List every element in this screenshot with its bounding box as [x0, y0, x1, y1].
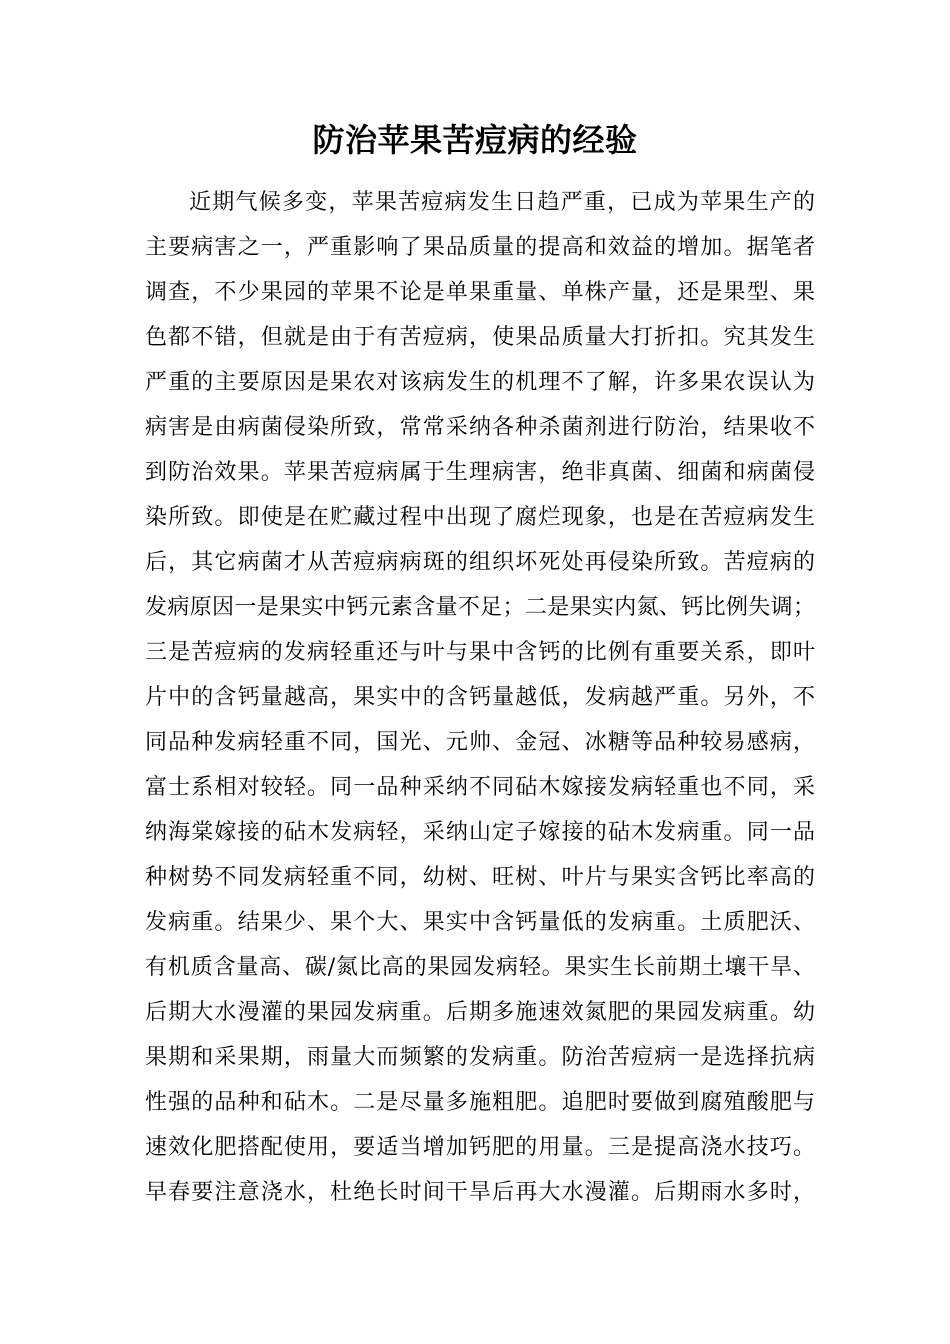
text-line: 主要病害之一，严重影响了果品质量的提高和效益的增加。据笔者 — [145, 235, 815, 260]
text-line: 速效化肥搭配使用，要适当增加钙肥的用量。三是提高浇水技巧。 — [145, 1135, 815, 1160]
text-line: 染所致。即使是在贮藏过程中出现了腐烂现象，也是在苦痘病发生 — [145, 505, 815, 530]
text-line: 严重的主要原因是果农对该病发生的机理不了解，许多果农误认为 — [145, 370, 815, 395]
text-line: 早春要注意浇水，杜绝长时间干旱后再大水漫灌。后期雨水多时， — [145, 1180, 815, 1205]
text-line: 近期气候多变，苹果苦痘病发生日趋严重，已成为苹果生产的 — [189, 190, 815, 215]
document-body — [145, 180, 815, 1215]
text-line: 调查，不少果园的苹果不论是单果重量、单株产量，还是果型、果 — [145, 280, 815, 305]
text-line: 同品种发病轻重不同，国光、元帅、金冠、冰糖等品种较易感病， — [145, 730, 815, 755]
text-line: 有机质含量高、碳/氮比高的果园发病轻。果实生长前期土壤干旱、 — [145, 955, 815, 980]
document-title: 防治苹果苦痘病的经验 — [312, 121, 638, 159]
text-line: 发病原因一是果实中钙元素含量不足；二是果实内氮、钙比例失调； — [145, 595, 815, 620]
text-line: 纳海棠嫁接的砧木发病轻，采纳山定子嫁接的砧木发病重。同一品 — [145, 820, 815, 845]
text-line: 性强的品种和砧木。二是尽量多施粗肥。追肥时要做到腐殖酸肥与 — [145, 1090, 815, 1115]
text-line: 果期和采果期，雨量大而频繁的发病重。防治苦痘病一是选择抗病 — [145, 1045, 815, 1070]
text-line: 后期大水漫灌的果园发病重。后期多施速效氮肥的果园发病重。幼 — [145, 1000, 815, 1025]
text-line: 三是苦痘病的发病轻重还与叶与果中含钙的比例有重要关系，即叶 — [145, 640, 815, 665]
text-line: 片中的含钙量越高，果实中的含钙量越低，发病越严重。另外，不 — [145, 685, 815, 710]
text-line: 富士系相对较轻。同一品种采纳不同砧木嫁接发病轻重也不同，采 — [145, 775, 815, 800]
text-line: 病害是由病菌侵染所致，常常采纳各种杀菌剂进行防治，结果收不 — [145, 415, 815, 440]
text-line: 种树势不同发病轻重不同，幼树、旺树、叶片与果实含钙比率高的 — [145, 865, 815, 890]
text-line: 到防治效果。苹果苦痘病属于生理病害，绝非真菌、细菌和病菌侵 — [145, 460, 815, 485]
text-line: 发病重。结果少、果个大、果实中含钙量低的发病重。土质肥沃、 — [145, 910, 815, 935]
text-line: 色都不错，但就是由于有苦痘病，使果品质量大打折扣。究其发生 — [145, 325, 815, 350]
text-line: 后，其它病菌才从苦痘病病斑的组织坏死处再侵染所致。苦痘病的 — [145, 550, 815, 575]
